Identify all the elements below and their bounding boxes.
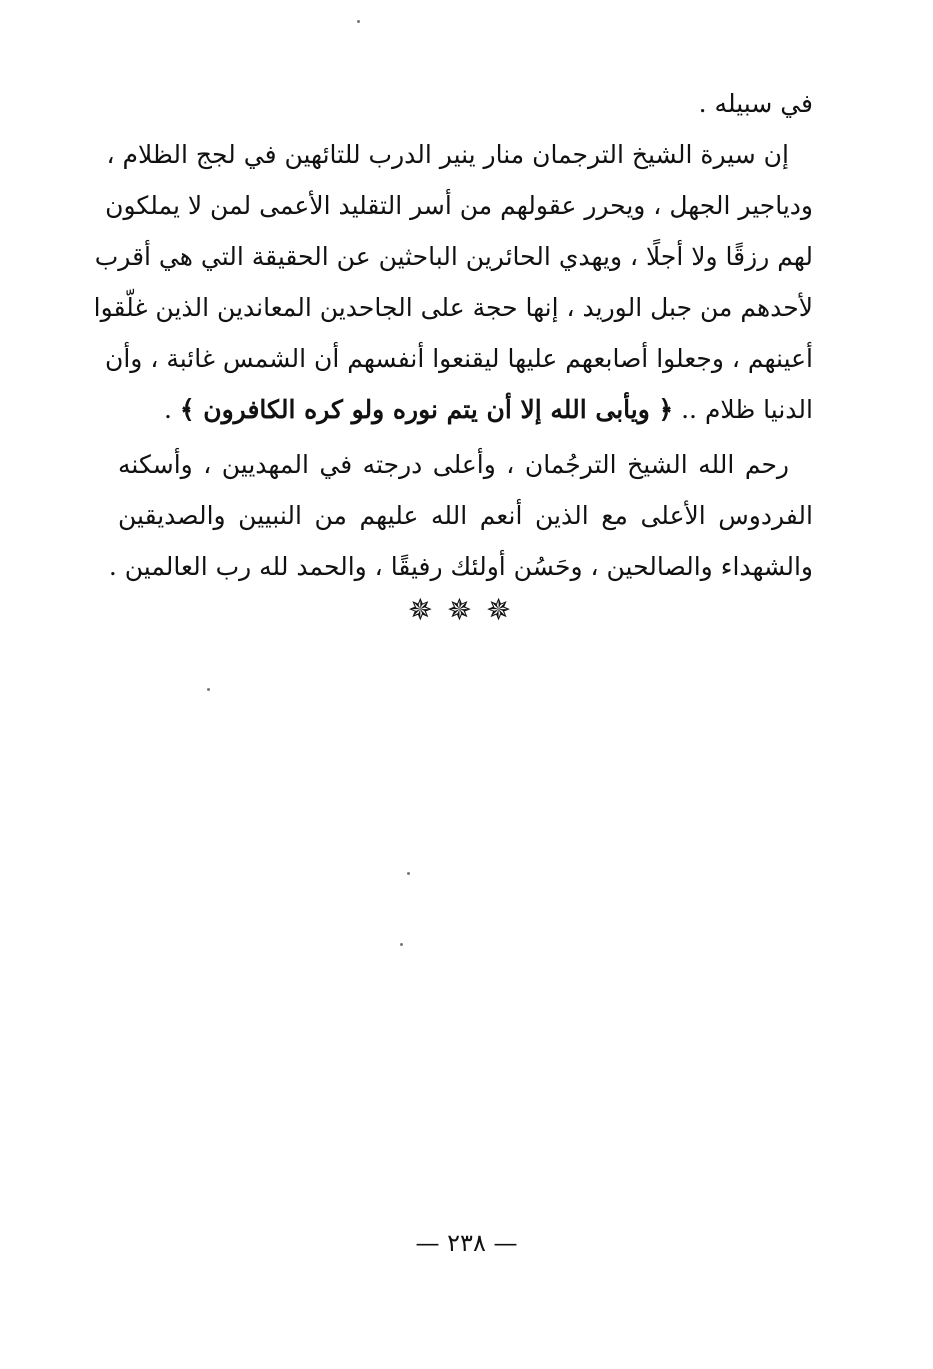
paragraph-2-line-3: والشهداء والصالحين ، وحَسُن أولئك رفيقًا ، والحمد لله رب العالمين . [108,552,813,581]
page-number: — ٢٣٨ — [415,1229,518,1257]
paragraph-1-line-3: لهم رزقًا ولا أجلًا ، ويهدي الحائرين الباحثين عن الحقيقة التي هي أقرب [94,242,813,271]
section-separator: ✵✵✵ [407,593,526,628]
paragraph-2 [108,439,813,592]
paragraph-1-line-2: ودياجير الجهل ، ويحرر عقولهم من أسر التقليد الأعمى لمن لا يملكون [105,191,813,220]
paragraph-1-line-5: أعينهم ، وجعلوا أصابعهم عليها ليقنعوا أنفسهم أن الشمس غائبة ، وأن [105,344,813,373]
paragraph-1 [93,129,813,435]
quran-verse: ﴿ ويأبى الله إلا أن يتم نوره ولو كره الكافرون ﴾ [179,395,674,424]
paragraph-1-line-6 [118,384,813,435]
scan-speck [207,688,210,691]
line-6-start: الدنيا ظلام .. [673,395,813,424]
paragraph-2-line-1: رحم الله الشيخ الترجُمان ، وأعلى درجته في المهديين ، وأسكنه [118,450,789,479]
opening-line: في سبيله . [698,89,813,118]
paragraph-1-line-4: لأحدهم من جبل الوريد ، إنها حجة على الجاحدين المعاندين الذين غلّقوا [93,293,813,322]
line-6-end: . [163,395,180,424]
body-text [93,78,813,596]
scan-speck [407,872,410,875]
paragraph-1-line-1: إن سيرة الشيخ الترجمان منار ينير الدرب للتائهين في لجج الظلام ، [106,140,789,169]
scan-speck [357,20,360,23]
scan-speck [400,943,403,946]
paragraph-2-line-2: الفردوس الأعلى مع الذين أنعم الله عليهم من النبيين والصديقين [118,501,813,530]
